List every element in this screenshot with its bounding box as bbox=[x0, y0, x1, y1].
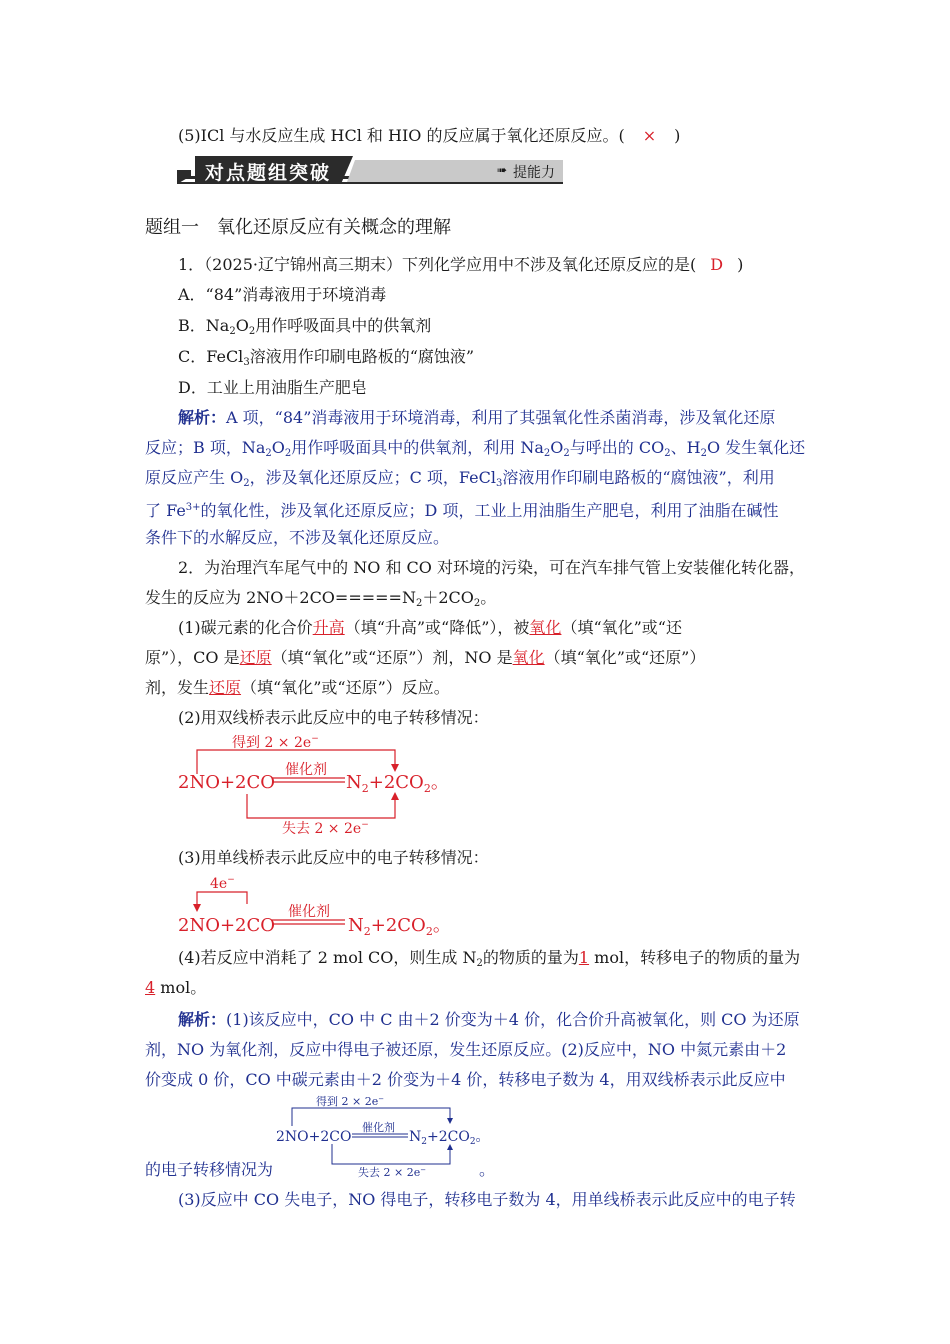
p1h: （填“氧化”或“还原”）反应。 bbox=[241, 678, 450, 697]
e2s1: 2 bbox=[265, 448, 272, 459]
q2-part1-line1 bbox=[178, 618, 682, 638]
q2-explanation-4 bbox=[145, 1160, 495, 1180]
s2a: 发生的反应为 2NO＋2CO=====N bbox=[145, 588, 416, 607]
small-catalyst-label: 催化剂 bbox=[362, 1121, 395, 1134]
p1c: （填“氧化”或“还 bbox=[561, 618, 682, 637]
p1-answer-4: 氧化 bbox=[512, 648, 545, 667]
e2f: 、H bbox=[670, 438, 701, 457]
e4a: 了 Fe bbox=[145, 501, 186, 520]
q2-explanation-1 bbox=[178, 1010, 800, 1030]
catalyst-label: 催化剂 bbox=[285, 762, 327, 778]
p1b: （填“升高”或“降低”），被 bbox=[344, 618, 530, 637]
small-lhs: 2NO+2CO bbox=[276, 1129, 352, 1145]
p1g: 剂，发生 bbox=[145, 678, 210, 697]
banner-tag: 提能力 bbox=[513, 165, 555, 181]
q1-explanation-2 bbox=[145, 438, 805, 464]
p4-answer-1: 1 bbox=[578, 948, 590, 967]
p4c: mol，转移电子的物质的量为 bbox=[594, 948, 801, 967]
q2-part2: (2)用双线桥表示此反应中的电子转移情况： bbox=[178, 708, 489, 727]
e2c: 用作呼吸面具中的供氧剂，利用 Na bbox=[291, 438, 544, 457]
s2s2: 2 bbox=[473, 598, 481, 609]
p4d: mol。 bbox=[160, 978, 207, 997]
q5-text: (5)ICl 与水反应生成 HCl 和 HIO 的反应属于氧化还原反应。( bbox=[178, 126, 625, 145]
q2-part4-line1 bbox=[178, 948, 800, 974]
q2-exp-label: 解析： bbox=[178, 1010, 227, 1029]
opt-b-post: 用作呼吸面具中的供氧剂 bbox=[255, 316, 432, 335]
p1-answer-5: 还原 bbox=[209, 678, 242, 697]
small-rhs: $N_2+2CO_2$。 bbox=[409, 1129, 490, 1147]
q2-e1: (1)该反应中，CO 中 C 由＋2 价变为＋4 价，化合价升高被氧化，则 CO 为还原 bbox=[226, 1010, 800, 1029]
s2s1: 2 bbox=[415, 598, 423, 609]
e3c: 溶液用作印刷电路板的“腐蚀液”，利用 bbox=[502, 468, 775, 487]
banner-title: 对点题组突破 bbox=[205, 162, 332, 184]
rhs-formula-2: $N_2+2CO_2$。 bbox=[348, 915, 451, 938]
four-e-label: 4e− bbox=[210, 875, 235, 892]
q1-explanation-5: 条件下的水解反应，不涉及氧化还原反应。 bbox=[145, 528, 450, 547]
opt-b-mid: O bbox=[235, 316, 249, 335]
p1a: (1)碳元素的化合价 bbox=[178, 618, 313, 637]
lose-label: 失去 2 × 2e− bbox=[282, 820, 369, 837]
e3s1: 2 bbox=[243, 478, 250, 489]
p1-answer-3: 还原 bbox=[239, 648, 272, 667]
e3a: 原反应产生 O bbox=[145, 468, 244, 487]
q2-stem-2 bbox=[145, 588, 496, 614]
q1-option-a: A．“84”消毒液用于环境消毒 bbox=[178, 285, 387, 304]
opt-c-sub: 3 bbox=[243, 357, 250, 368]
q1-close: ) bbox=[737, 255, 744, 274]
e2g: O 发生氧化还 bbox=[706, 438, 806, 457]
e4b-text: 。 bbox=[479, 1160, 496, 1179]
q2-part1-line2 bbox=[145, 648, 705, 668]
p4b: 的物质的量为 bbox=[482, 948, 579, 967]
double-bridge-diagram bbox=[170, 732, 470, 840]
q5-line bbox=[178, 126, 680, 146]
e4b: 的氧化性，涉及氧化还原反应；D 项，工业上用油脂生产肥皂，利用了油脂在碱性 bbox=[200, 501, 779, 520]
q1-option-c bbox=[178, 347, 474, 373]
e2e: 与呼出的 CO bbox=[569, 438, 665, 457]
e4sup: 3+ bbox=[185, 502, 201, 513]
e3b: ，涉及氧化还原反应；C 项，FeCl bbox=[249, 468, 496, 487]
opt-b-sub: 2 bbox=[229, 326, 236, 337]
q2-stem-1: 2．为治理汽车尾气中的 NO 和 CO 对环境的污染，可在汽车排气管上安装催化转化器， bbox=[178, 558, 806, 577]
single-bridge-diagram bbox=[170, 872, 470, 938]
opt-b-sub2: 2 bbox=[248, 326, 256, 337]
opt-c-pre: C．FeCl bbox=[178, 347, 244, 366]
q2-explanation-3: 价变成 0 价，CO 中碳元素由＋2 价变为＋4 价，转移电子数为 4，用双线桥表示此反应中 bbox=[145, 1070, 786, 1089]
q5-close: ) bbox=[674, 126, 681, 145]
lhs-formula-2: 2NO+2CO bbox=[178, 915, 276, 936]
e2s6: 2 bbox=[700, 448, 707, 459]
p4s: 2 bbox=[476, 958, 483, 969]
p4a: (4)若反应中消耗了 2 mol CO，则生成 N bbox=[178, 948, 477, 967]
q1-stem-text: 1．（2025·辽宁锦州高三期末）下列化学应用中不涉及氧化还原反应的是( bbox=[178, 255, 697, 274]
gain-label: 得到 2 × 2e− bbox=[232, 734, 319, 751]
q2-explanation-2: 剂，NO 为氧化剂，反应中得电子被还原，发生还原反应。(2)反应中，NO 中氮元素由＋2 bbox=[145, 1040, 787, 1059]
e2s2: 2 bbox=[284, 448, 292, 459]
s2b: ＋2CO bbox=[422, 588, 474, 607]
catalyst-label-2: 催化剂 bbox=[288, 904, 330, 920]
e2s4: 2 bbox=[563, 448, 570, 459]
q1-explanation-3 bbox=[145, 468, 775, 494]
q2-part1-line3 bbox=[145, 678, 450, 698]
s2c: 。 bbox=[480, 588, 497, 607]
q1-answer: D bbox=[710, 255, 724, 274]
e2s3: 2 bbox=[543, 448, 551, 459]
p1e: （填“氧化”或“还原”）剂，NO 是 bbox=[271, 648, 513, 667]
rhs-formula: $N_2+2CO_2$。 bbox=[346, 772, 449, 795]
section-banner bbox=[177, 156, 563, 186]
q1-explanation-4 bbox=[145, 498, 778, 521]
e2b: O bbox=[271, 438, 285, 457]
arrow-icon: ➠ bbox=[497, 163, 508, 177]
small-gain-label: 得到 2 × 2e− bbox=[316, 1095, 385, 1108]
q2-part3: (3)用单线桥表示此反应中的电子转移情况： bbox=[178, 848, 489, 867]
p1-answer-1: 升高 bbox=[312, 618, 345, 637]
small-lose-label: 失去 2 × 2e− bbox=[358, 1166, 427, 1178]
q1-option-b bbox=[178, 316, 431, 342]
p1-answer-2: 氧化 bbox=[529, 618, 562, 637]
p1d: 原”），CO 是 bbox=[145, 648, 240, 667]
q1-exp1: A 项，“84”消毒液用于环境消毒，利用了其强氧化性杀菌消毒，涉及氧化还原 bbox=[226, 408, 776, 427]
p1f: （填“氧化”或“还原”） bbox=[544, 648, 706, 667]
q2-explanation-5: (3)反应中 CO 失电子，NO 得电子，转移电子数为 4，用单线桥表示此反应中的电子转 bbox=[178, 1190, 796, 1209]
q1-exp-label: 解析： bbox=[178, 408, 227, 427]
q1-option-d: D．工业上用油脂生产肥皂 bbox=[178, 378, 367, 397]
e2a: 反应；B 项，Na bbox=[145, 438, 266, 457]
p4-answer-2: 4 bbox=[145, 978, 156, 997]
e3s2: 3 bbox=[495, 478, 503, 489]
opt-b-pre: B．Na bbox=[178, 316, 230, 335]
e2s5: 2 bbox=[664, 448, 671, 459]
q5-mark: × bbox=[642, 126, 657, 145]
e4a-text: 的电子转移情况为 bbox=[145, 1160, 274, 1179]
lhs-formula: 2NO+2CO bbox=[178, 772, 276, 793]
q1-stem bbox=[178, 255, 743, 275]
e2d: O bbox=[550, 438, 564, 457]
group1-heading: 题组一 氧化还原反应有关概念的理解 bbox=[145, 217, 451, 238]
opt-c-post: 溶液用作印刷电路板的“腐蚀液” bbox=[249, 347, 475, 366]
q2-part4-line2 bbox=[145, 978, 206, 998]
q1-explanation-1 bbox=[178, 408, 775, 428]
